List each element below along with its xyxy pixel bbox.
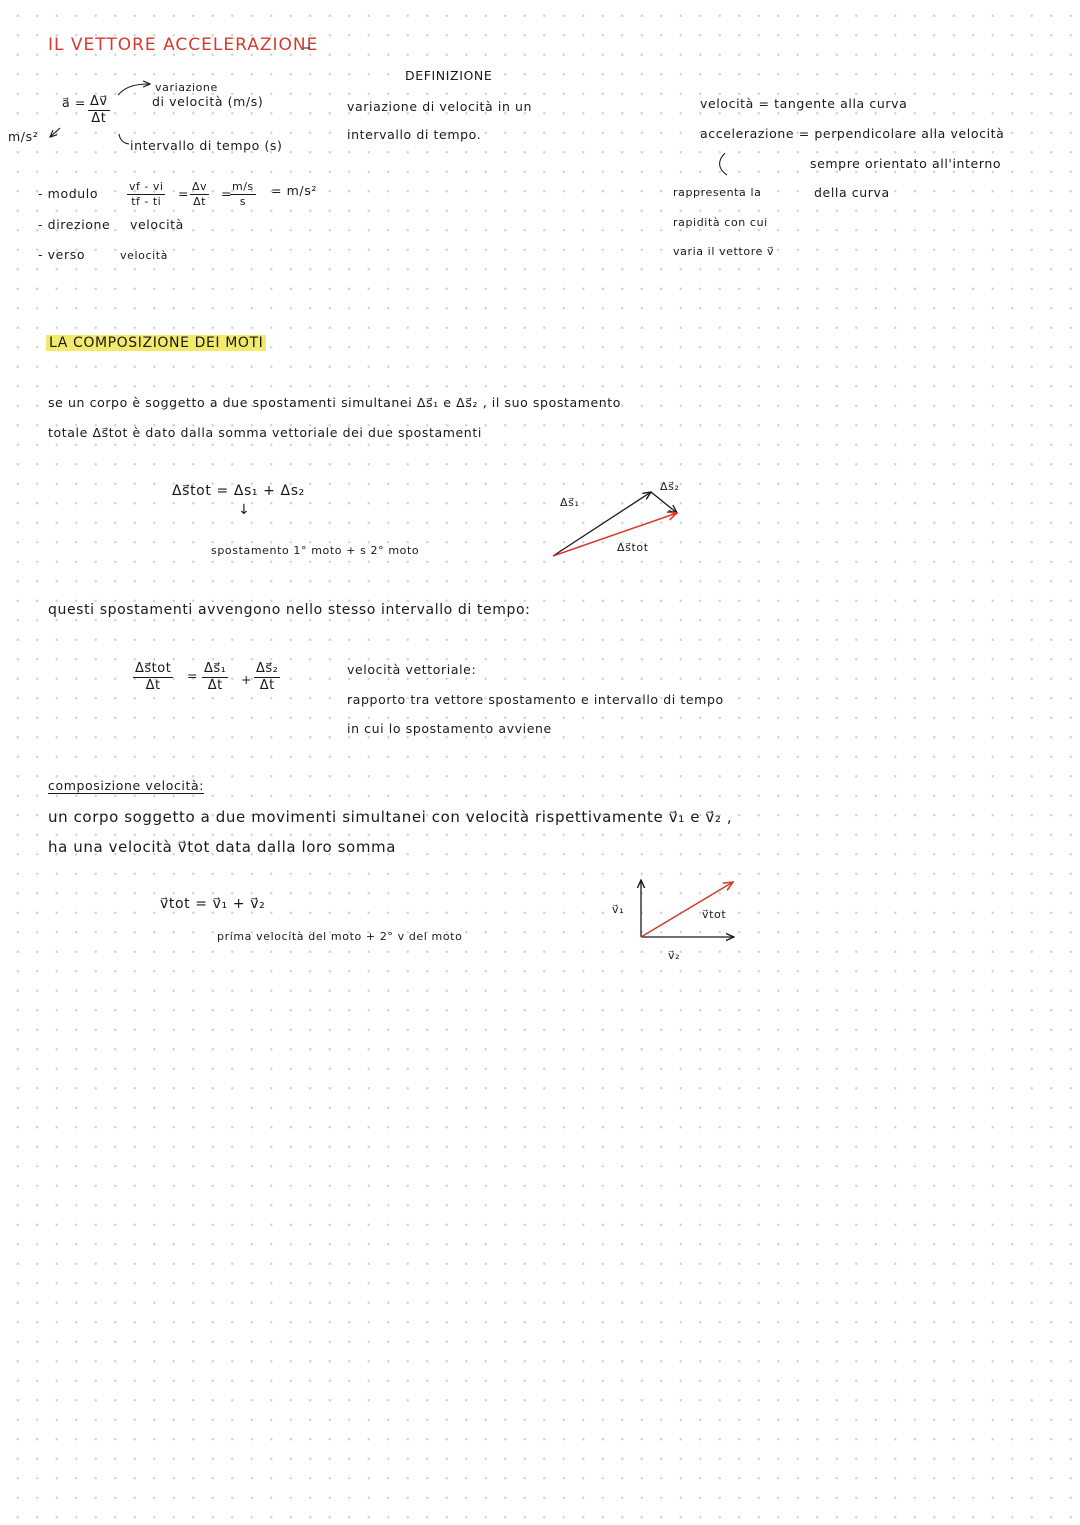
- diagram-label-ds2: Δs⃗₂: [660, 480, 680, 493]
- note-rapp-3: varia il vettore v⃗: [673, 245, 775, 258]
- note-orientato-1: sempre orientato all'interno: [810, 156, 1002, 171]
- note-rapp-1: rappresenta la: [673, 186, 762, 199]
- vector-velocity-line-2: in cui lo spostamento avviene: [347, 721, 552, 736]
- variation-note-1: variazione: [155, 81, 218, 94]
- verso-value: velocità: [120, 249, 169, 262]
- modulo-result: = m/s²: [271, 183, 317, 198]
- composition-line-1: un corpo soggetto a due movimenti simultanei con velocità rispettivamente v⃗₁ e v⃗₂ ,: [48, 808, 733, 826]
- diagram-label-vtot: v⃗tot: [702, 908, 727, 921]
- composition-heading: composizione velocità:: [48, 778, 205, 793]
- same-interval-text: questi spostamenti avvengono nello stesso intervallo di tempo:: [48, 602, 531, 618]
- vector-velocity-label: velocità vettoriale:: [347, 662, 477, 677]
- ds2-vector: [651, 492, 677, 513]
- direzione-label: - direzione: [38, 217, 111, 232]
- diagram-label-ds1: Δs⃗₁: [560, 496, 580, 509]
- accel-formula-den: Δt: [91, 110, 107, 126]
- accel-formula-lhs: a⃗ =: [62, 95, 86, 110]
- variation-note-2: di velocità (m/s): [152, 94, 264, 109]
- note-velocity-tangent: velocità = tangente alla curva: [700, 96, 908, 111]
- ds1-vector: [553, 492, 651, 556]
- note-orientato-2: della curva: [814, 185, 890, 200]
- modulo-label: - modulo: [38, 186, 99, 201]
- section-title-acceleration: IL VETTORE ACCELERAZIONE: [48, 35, 319, 55]
- curve-down-arrow-icon: [720, 153, 727, 175]
- composition-line-2: ha una velocità v⃗tot data dalla loro somma: [48, 838, 397, 856]
- vel-frac-eq: =: [187, 668, 199, 683]
- verso-label: - verso: [38, 247, 86, 262]
- definition-line-1: variazione di velocità in un: [347, 99, 533, 114]
- note-rapp-2: rapidità con cui: [673, 216, 768, 229]
- vector-velocity-line-1: rapporto tra vettore spostamento e intervallo di tempo: [347, 692, 724, 707]
- section-title-composition-text: LA COMPOSIZIONE DEI MOTI: [46, 335, 266, 351]
- vel-frac-1: Δs⃗tot Δt: [135, 661, 172, 693]
- interval-arrow-icon: [119, 134, 129, 144]
- definition-line-2: intervallo di tempo.: [347, 127, 482, 142]
- intro-line-2: totale Δs⃗tot è dato dalla somma vettoriale dei due spostamenti: [48, 425, 482, 440]
- diagram-label-dstot: Δs⃗tot: [617, 541, 649, 554]
- down-arrow-icon: ↓: [238, 502, 251, 518]
- vel-frac-3: $\frac{\text{Δs⃗₂}}{\Delta t}$: [256, 661, 279, 693]
- modulo-frac-2: $\frac{\Delta v}{\Delta t}$: [192, 180, 208, 208]
- modulo-eq-2: =: [221, 186, 233, 201]
- definition-label: DEFINIZIONE: [405, 68, 493, 83]
- diagram-label-v2: v⃗₂: [668, 949, 681, 962]
- direzione-value: velocità: [130, 217, 184, 232]
- accel-formula-num: Δv⃗: [90, 94, 108, 109]
- velocity-sum-formula: v⃗tot = v⃗₁ + v⃗₂: [160, 896, 266, 912]
- accel-unit-note: m/s²: [8, 129, 39, 144]
- intro-line-1: se un corpo è soggetto a due spostamenti simultanei Δs⃗₁ e Δs⃗₂ , il suo spostamento: [48, 395, 622, 410]
- displacement-formula-note: spostamento 1° moto + s 2° moto: [211, 544, 420, 557]
- vel-frac-plus: +: [241, 672, 253, 687]
- displacement-formula: Δs⃗tot = Δs₁ + Δs₂: [172, 483, 305, 499]
- dstot-vector: [553, 513, 677, 556]
- modulo-frac-1: $\frac{vf - vi}{tf - ti}$: [129, 180, 164, 208]
- note-acceleration-perp: accelerazione = perpendicolare alla velocità: [700, 126, 1005, 141]
- velocity-sum-note: prima velocità del moto + 2° v del moto: [217, 930, 463, 943]
- modulo-frac-3: $\frac{m/s}{s}$: [232, 180, 254, 208]
- unit-arrow-icon: [50, 128, 60, 137]
- variation-arrow-icon: [118, 84, 150, 95]
- vtot-vector: [641, 882, 733, 937]
- vel-frac-2: $\frac{\text{Δs⃗₁}}{\Delta t}$: [204, 661, 227, 693]
- diagram-label-v1: v⃗₁: [612, 903, 625, 916]
- modulo-eq: =: [178, 186, 190, 201]
- interval-note: intervallo di tempo (s): [130, 138, 283, 153]
